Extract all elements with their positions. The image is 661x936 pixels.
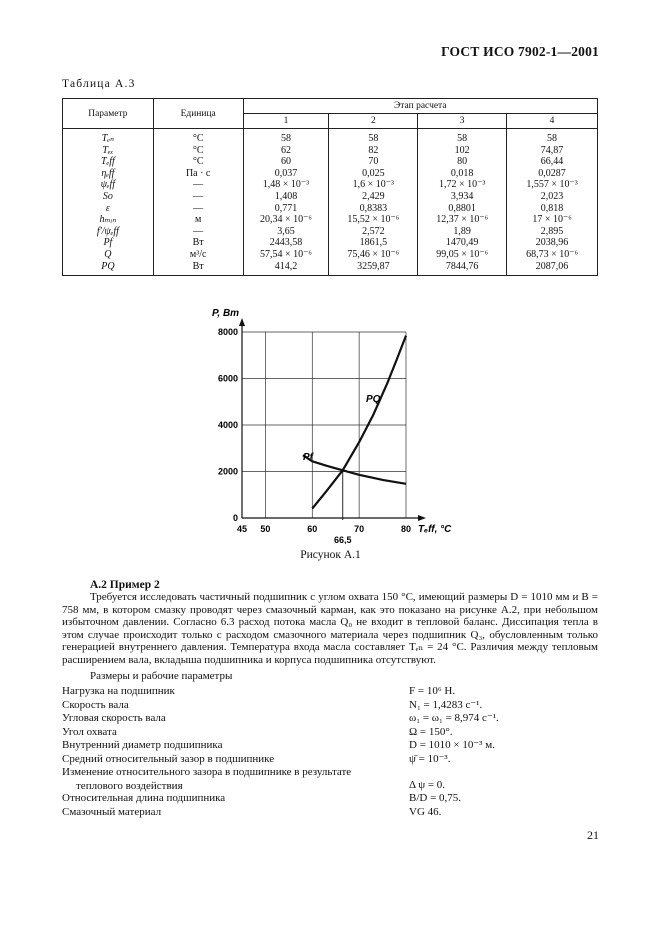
stage-value: 15,52 × 10⁻⁶ bbox=[329, 214, 418, 226]
x-tick-label: 50 bbox=[260, 524, 271, 534]
stage-value: 0,8383 bbox=[329, 203, 418, 215]
stage-4: 4 bbox=[507, 114, 598, 129]
param-unit: — bbox=[153, 179, 243, 191]
table-row bbox=[63, 168, 598, 180]
param-unit: — bbox=[153, 203, 243, 215]
stage-value: 58 bbox=[418, 129, 507, 145]
stage-value: 7844,76 bbox=[418, 261, 507, 276]
parameter-label bbox=[62, 726, 402, 740]
parameter-value: F = 10⁶ Н. bbox=[409, 685, 456, 697]
param-name: Q bbox=[63, 249, 154, 261]
param-name: hₘᵢₙ bbox=[63, 214, 154, 226]
y-tick-label: 4000 bbox=[217, 420, 238, 430]
parameter-label bbox=[62, 753, 402, 767]
stage-value: 2038,96 bbox=[507, 237, 598, 249]
parameter-label bbox=[62, 739, 402, 753]
stage-value: 2,895 bbox=[507, 226, 598, 238]
header-stage: Этап расчета bbox=[243, 99, 597, 114]
parameter-label-text: Скорость вала bbox=[62, 698, 129, 711]
series-label-pq: PQ bbox=[366, 393, 381, 405]
y-tick-label: 6000 bbox=[217, 373, 238, 384]
stage-value: 2443,58 bbox=[243, 237, 329, 249]
intersection-label: 66,5 bbox=[333, 535, 352, 544]
stage-value: 20,34 × 10⁻⁶ bbox=[243, 214, 329, 226]
stage-value: 0,0287 bbox=[507, 168, 598, 180]
parameter-value: N₁ = 1,4283 с⁻¹. bbox=[409, 698, 483, 711]
params-title: Размеры и рабочие параметры bbox=[90, 670, 233, 682]
series-label-pf: Pf bbox=[303, 451, 313, 463]
parameter-row bbox=[62, 699, 598, 713]
x-axis-label: Tₑff, °C bbox=[418, 524, 452, 535]
stage-value: 1,408 bbox=[243, 191, 329, 203]
table-row bbox=[63, 191, 598, 203]
parameter-value: Δ ψ = 0. bbox=[409, 778, 446, 791]
parameter-row bbox=[62, 712, 598, 726]
example-paragraph: Требуется исследовать частичный подшипник с углом охвата 150 °C, имеющий размеры D = 1010 мм и B = 758 мм, в котором смазку проводят через смазочный карман, как это показано на рисунке А.2, при небольшом избыточном давлении. Согласно 6.3 расход потока масла Q₀ не входит в тепловой баланс. Диссипация тепла в этом случае происходит только с расходом смазочного материала через подшипник Q₃, обусловленным только генерацией внутреннего давления. Температура входа масла составляет Tₑₙ = 24 °C. Различия между тепловым расширением вала, вкладыша подшипника и корпуса подшипника отсутствуют. bbox=[62, 591, 598, 666]
x-tick-label: 45 bbox=[236, 524, 248, 534]
param-name: ηₑff bbox=[63, 168, 154, 180]
table-row bbox=[63, 129, 598, 145]
stage-value: 1861,5 bbox=[329, 237, 418, 249]
parameter-value: Ω = 150°. bbox=[409, 725, 453, 738]
parameter-label bbox=[62, 712, 402, 726]
stage-value: 1,48 × 10⁻³ bbox=[243, 179, 329, 191]
stage-value: 66,44 bbox=[507, 156, 598, 168]
x-tick-label: 70 bbox=[354, 524, 365, 534]
stage-value: 2,023 bbox=[507, 191, 598, 203]
parameter-value: VG 46. bbox=[409, 805, 442, 818]
stage-value: 80 bbox=[418, 156, 507, 168]
parameter-value: ψ̄ = 10⁻³. bbox=[409, 752, 451, 765]
parameter-row bbox=[62, 726, 598, 740]
parameter-row bbox=[62, 753, 598, 767]
stage-value: 58 bbox=[243, 129, 329, 145]
stage-value: 60 bbox=[243, 156, 329, 168]
table-row bbox=[63, 179, 598, 191]
stage-value: 2087,06 bbox=[507, 261, 598, 276]
stage-value: 74,87 bbox=[507, 145, 598, 157]
stage-value: 3,934 bbox=[418, 191, 507, 203]
param-unit: — bbox=[153, 191, 243, 203]
parameter-label-text: Относительная длина подшипника bbox=[62, 792, 226, 804]
param-unit: м³/с bbox=[153, 249, 243, 261]
stage-value: 0,771 bbox=[243, 203, 329, 215]
stage-value: 2,429 bbox=[329, 191, 418, 203]
y-tick-label: 0 bbox=[232, 513, 238, 523]
x-axis-arrow bbox=[418, 515, 426, 521]
parameter-label-text: Средний относительный зазор в подшипнике bbox=[62, 752, 275, 765]
parameter-label-text: Смазочный материал bbox=[62, 805, 162, 818]
header-unit: Единица bbox=[153, 99, 243, 129]
param-name: Tₑₓ bbox=[63, 145, 154, 157]
param-name: f′/ψₑff bbox=[63, 226, 154, 238]
y-tick-label: 2000 bbox=[217, 466, 238, 477]
table-row bbox=[63, 203, 598, 215]
standard-header: ГОСТ ИСО 7902-1—2001 bbox=[441, 44, 599, 59]
table-row bbox=[63, 261, 598, 276]
parameter-label-text: Изменение относительного зазора в подшипнике в результате bbox=[62, 766, 352, 778]
stage-value: 0,037 bbox=[243, 168, 329, 180]
table-row bbox=[63, 249, 598, 261]
table-caption: Таблица А.3 bbox=[62, 78, 136, 90]
parameter-label-text: Угловая скорость вала bbox=[62, 712, 166, 724]
table-row bbox=[63, 214, 598, 226]
header-param: Параметр bbox=[63, 99, 154, 129]
stage-value: 2,572 bbox=[329, 226, 418, 238]
stage-value: 58 bbox=[507, 129, 598, 145]
parameter-row bbox=[62, 792, 598, 806]
parameter-value: D = 1010 × 10⁻³ м. bbox=[409, 739, 495, 751]
param-name: Pf bbox=[63, 237, 154, 249]
stage-value: 3,65 bbox=[243, 226, 329, 238]
param-unit: °C bbox=[153, 145, 243, 157]
stage-value: 12,37 × 10⁻⁶ bbox=[418, 214, 507, 226]
parameter-label bbox=[62, 685, 402, 699]
power-temperature-chart bbox=[200, 302, 460, 544]
param-unit: — bbox=[153, 226, 243, 238]
table-row bbox=[63, 156, 598, 168]
x-tick-label: 60 bbox=[307, 524, 318, 534]
y-tick-label: 8000 bbox=[217, 327, 238, 337]
param-unit: Вт bbox=[153, 237, 243, 249]
calculation-table bbox=[62, 98, 598, 276]
parameter-row bbox=[62, 806, 598, 820]
series-Pf-curve bbox=[303, 455, 406, 484]
parameter-label bbox=[62, 806, 402, 820]
parameter-label-text: Нагрузка на подшипник bbox=[62, 685, 175, 697]
section-title: А.2 Пример 2 bbox=[90, 579, 160, 591]
stage-value: 0,025 bbox=[329, 168, 418, 180]
stage-value: 3259,87 bbox=[329, 261, 418, 276]
param-unit: м bbox=[153, 214, 243, 226]
y-axis-label: P, Вт bbox=[212, 308, 240, 319]
stage-value: 0,818 bbox=[507, 203, 598, 215]
parameter-label bbox=[62, 792, 402, 806]
table-row bbox=[63, 237, 598, 249]
stage-value: 82 bbox=[329, 145, 418, 157]
param-name: ε bbox=[63, 203, 154, 215]
stage-value: 17 × 10⁻⁶ bbox=[507, 214, 598, 226]
stage-value: 62 bbox=[243, 145, 329, 157]
parameter-label-text: Внутренний диаметр подшипника bbox=[62, 739, 223, 751]
param-name: PQ bbox=[63, 261, 154, 276]
param-unit: °C bbox=[153, 129, 243, 145]
param-unit: Па · с bbox=[153, 168, 243, 180]
parameter-row bbox=[62, 739, 598, 753]
parameter-value: B/D = 0,75. bbox=[409, 792, 462, 804]
param-unit: °C bbox=[153, 156, 243, 168]
table-row bbox=[63, 145, 598, 157]
param-name: Tₑₙ bbox=[63, 129, 154, 145]
stage-value: 1470,49 bbox=[418, 237, 507, 249]
stage-2: 2 bbox=[329, 114, 418, 129]
stage-value: 58 bbox=[329, 129, 418, 145]
stage-value: 1,557 × 10⁻³ bbox=[507, 179, 598, 191]
parameter-label-continuation: теплового воздействия bbox=[76, 779, 183, 792]
figure-caption: Рисунок А.1 bbox=[300, 549, 361, 561]
stage-value: 68,73 × 10⁻⁶ bbox=[507, 249, 598, 261]
parameter-label-text: Угол охвата bbox=[62, 725, 117, 738]
parameter-label bbox=[62, 699, 402, 713]
stage-1: 1 bbox=[243, 114, 329, 129]
page-number: 21 bbox=[587, 828, 599, 842]
stage-3: 3 bbox=[418, 114, 507, 129]
stage-value: 70 bbox=[329, 156, 418, 168]
parameter-row bbox=[62, 685, 598, 699]
table-row bbox=[63, 226, 598, 238]
stage-value: 0,018 bbox=[418, 168, 507, 180]
stage-value: 414,2 bbox=[243, 261, 329, 276]
stage-value: 75,46 × 10⁻⁶ bbox=[329, 249, 418, 261]
y-axis-arrow bbox=[239, 318, 245, 326]
stage-value: 57,54 × 10⁻⁶ bbox=[243, 249, 329, 261]
parameter-row bbox=[62, 766, 598, 792]
stage-value: 0,8801 bbox=[418, 203, 507, 215]
stage-value: 1,89 bbox=[418, 226, 507, 238]
param-name: So bbox=[63, 191, 154, 203]
x-tick-label: 80 bbox=[400, 524, 412, 534]
parameter-value: ω₁ = ω₁ = 8,974 с⁻¹. bbox=[409, 712, 499, 724]
stage-value: 102 bbox=[418, 145, 507, 157]
stage-value: 1,72 × 10⁻³ bbox=[418, 179, 507, 191]
param-name: Tₑff bbox=[63, 156, 154, 168]
param-unit: Вт bbox=[153, 261, 243, 276]
stage-value: 1,6 × 10⁻³ bbox=[329, 179, 418, 191]
param-name: ψₑff bbox=[63, 179, 154, 191]
stage-value: 99,05 × 10⁻⁶ bbox=[418, 249, 507, 261]
parameter-label bbox=[62, 766, 402, 793]
parameter-list bbox=[62, 685, 598, 819]
